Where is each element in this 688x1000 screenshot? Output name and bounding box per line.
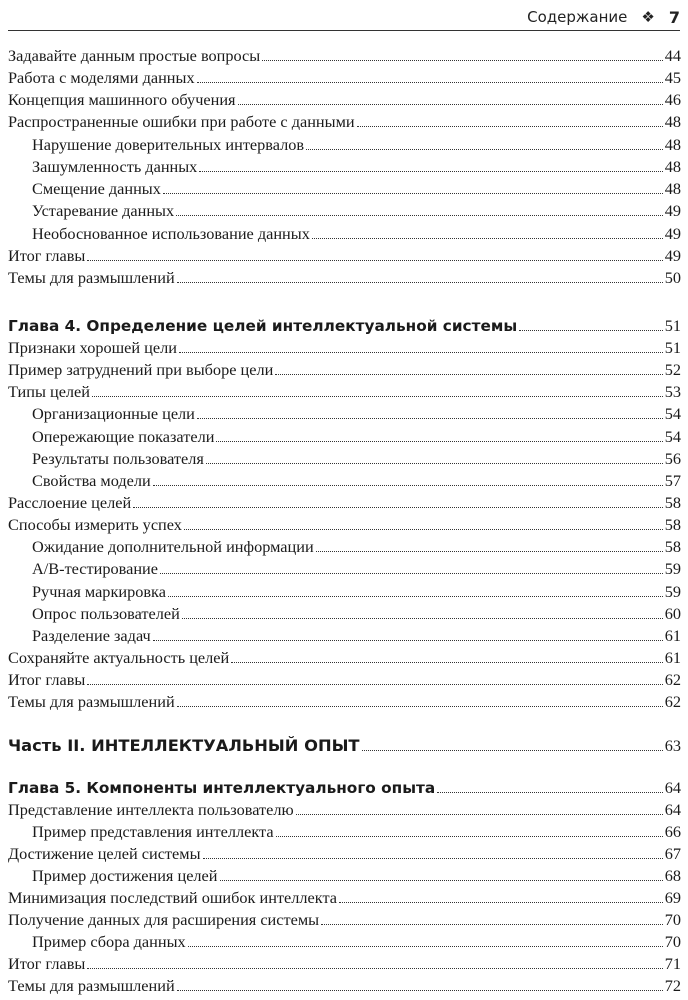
ornament-icon: ❖ bbox=[641, 8, 655, 26]
dot-leader bbox=[362, 750, 663, 751]
toc-entry bbox=[8, 798, 681, 820]
toc-entry bbox=[8, 820, 681, 842]
dot-leader bbox=[177, 282, 663, 283]
dot-leader bbox=[220, 880, 663, 881]
toc-entry bbox=[8, 177, 681, 199]
table-of-contents bbox=[8, 44, 681, 994]
toc-entry bbox=[8, 557, 681, 579]
toc-entry-page: 64 bbox=[664, 778, 681, 797]
toc-entry-page: 48 bbox=[664, 135, 681, 154]
dot-leader bbox=[133, 507, 663, 508]
toc-entry-page: 72 bbox=[664, 976, 681, 995]
toc-entry-title: Свойства модели bbox=[32, 471, 151, 490]
toc-entry-page: 46 bbox=[664, 90, 681, 109]
toc-entry-page: 60 bbox=[664, 604, 681, 623]
toc-entry-page: 66 bbox=[664, 822, 681, 841]
toc-entry-page: 58 bbox=[664, 493, 681, 512]
dot-leader bbox=[177, 706, 663, 707]
toc-entry-page: 49 bbox=[664, 201, 681, 220]
toc-entry-page: 61 bbox=[664, 626, 681, 645]
toc-entry bbox=[8, 425, 681, 447]
dot-leader bbox=[238, 104, 663, 105]
running-header bbox=[8, 4, 680, 31]
toc-entry-title: Темы для размышлений bbox=[8, 976, 175, 995]
toc-entry-title: Нарушение доверительных интервалов bbox=[32, 135, 305, 154]
toc-entry-title: Концепция машинного обучения bbox=[8, 90, 236, 109]
toc-entry-title: Сохраняйте актуальность целей bbox=[8, 648, 230, 667]
page-number: 7 bbox=[668, 7, 680, 27]
toc-entry-page: 57 bbox=[664, 471, 681, 490]
toc-entry-title: Глава 4. Определение целей интеллектуальной системы bbox=[8, 317, 518, 335]
dot-leader bbox=[206, 463, 663, 464]
toc-entry-title: Опережающие показатели bbox=[32, 427, 215, 446]
dot-leader bbox=[296, 814, 663, 815]
toc-entry bbox=[8, 668, 681, 690]
toc-entry-page: 44 bbox=[664, 46, 681, 65]
toc-part bbox=[8, 732, 681, 756]
toc-entry-title: Пример представления интеллекта bbox=[32, 822, 274, 841]
toc-entry bbox=[8, 244, 681, 266]
toc-entry-page: 59 bbox=[664, 559, 681, 578]
toc-entry-title: Организационные цели bbox=[32, 404, 195, 423]
toc-entry-page: 48 bbox=[664, 179, 681, 198]
dot-leader bbox=[437, 792, 662, 793]
dot-leader bbox=[339, 902, 663, 903]
dot-leader bbox=[316, 551, 663, 552]
toc-entry-page: 53 bbox=[664, 382, 681, 401]
toc-entry bbox=[8, 690, 681, 712]
toc-entry-page: 64 bbox=[664, 800, 681, 819]
toc-entry bbox=[8, 469, 681, 491]
dot-leader bbox=[312, 238, 663, 239]
dot-leader bbox=[182, 618, 663, 619]
toc-entry-title: Разделение задач bbox=[32, 626, 151, 645]
toc-entry bbox=[8, 646, 681, 668]
toc-entry-title: Пример достижения целей bbox=[32, 866, 218, 885]
toc-entry-page: 63 bbox=[664, 736, 681, 755]
dot-leader bbox=[321, 924, 663, 925]
toc-entry-page: 54 bbox=[664, 427, 681, 446]
dot-leader bbox=[199, 171, 662, 172]
dot-leader bbox=[163, 193, 663, 194]
dot-leader bbox=[87, 260, 662, 261]
toc-entry-title: Результаты пользователя bbox=[32, 449, 204, 468]
toc-entry-title: Устаревание данных bbox=[32, 201, 175, 220]
dot-leader bbox=[92, 396, 663, 397]
toc-entry bbox=[8, 602, 681, 624]
toc-entry bbox=[8, 199, 681, 221]
toc-entry-title: Минимизация последствий ошибок интеллекта bbox=[8, 888, 337, 907]
toc-entry-page: 62 bbox=[664, 670, 681, 689]
dot-leader bbox=[231, 662, 663, 663]
toc-entry-page: 48 bbox=[664, 157, 681, 176]
toc-entry bbox=[8, 266, 681, 288]
dot-leader bbox=[197, 82, 663, 83]
toc-entry-page: 51 bbox=[664, 338, 681, 357]
toc-entry bbox=[8, 624, 681, 646]
toc-chapter bbox=[8, 312, 681, 336]
toc-entry bbox=[8, 974, 681, 996]
toc-entry-title: Смещение данных bbox=[32, 179, 161, 198]
toc-entry-title: Опрос пользователей bbox=[32, 604, 180, 623]
toc-entry-page: 69 bbox=[664, 888, 681, 907]
toc-entry-title: Работа с моделями данных bbox=[8, 68, 195, 87]
toc-entry-title: Зашумленность данных bbox=[32, 157, 198, 176]
dot-leader bbox=[275, 374, 662, 375]
toc-entry-page: 58 bbox=[664, 515, 681, 534]
toc-entry bbox=[8, 491, 681, 513]
dot-leader bbox=[176, 215, 663, 216]
toc-entry-page: 67 bbox=[664, 844, 681, 863]
dot-leader bbox=[188, 946, 663, 947]
toc-entry-title: Итог главы bbox=[8, 954, 86, 973]
toc-entry-page: 56 bbox=[664, 449, 681, 468]
toc-entry bbox=[8, 908, 681, 930]
toc-entry bbox=[8, 66, 681, 88]
toc-entry bbox=[8, 513, 681, 535]
toc-entry-title: Темы для размышлений bbox=[8, 268, 175, 287]
toc-entry-title: Расслоение целей bbox=[8, 493, 132, 512]
toc-entry-page: 58 bbox=[664, 537, 681, 556]
dot-leader bbox=[203, 858, 663, 859]
toc-entry bbox=[8, 886, 681, 908]
toc-entry-title: Ожидание дополнительной информации bbox=[32, 537, 314, 556]
toc-entry-title: Распространенные ошибки при работе с данными bbox=[8, 112, 355, 131]
toc-entry-title: Необоснованное использование данных bbox=[32, 224, 310, 243]
toc-entry-page: 54 bbox=[664, 404, 681, 423]
dot-leader bbox=[184, 529, 663, 530]
dot-leader bbox=[519, 330, 663, 331]
toc-entry-title: Итог главы bbox=[8, 670, 86, 689]
toc-entry-title: Пример сбора данных bbox=[32, 932, 186, 951]
dot-leader bbox=[197, 418, 663, 419]
toc-entry-title: Получение данных для расширения системы bbox=[8, 910, 320, 929]
dot-leader bbox=[306, 149, 663, 150]
toc-entry bbox=[8, 88, 681, 110]
dot-leader bbox=[87, 968, 662, 969]
toc-entry bbox=[8, 864, 681, 886]
toc-entry-title: Ручная маркировка bbox=[32, 582, 166, 601]
toc-entry bbox=[8, 336, 681, 358]
toc-entry-title: Часть II. ИНТЕЛЛЕКТУАЛЬНЫЙ ОПЫТ bbox=[8, 736, 360, 755]
dot-leader bbox=[87, 684, 662, 685]
toc-entry-page: 49 bbox=[664, 224, 681, 243]
dot-leader bbox=[153, 485, 663, 486]
toc-entry-title: Задавайте данным простые вопросы bbox=[8, 46, 261, 65]
toc-entry-title: Достижение целей системы bbox=[8, 844, 201, 863]
toc-entry bbox=[8, 44, 681, 66]
dot-leader bbox=[357, 126, 663, 127]
dot-leader bbox=[177, 990, 663, 991]
toc-entry-page: 70 bbox=[664, 932, 681, 951]
toc-entry-page: 51 bbox=[664, 316, 681, 335]
toc-entry-page: 48 bbox=[664, 112, 681, 131]
dot-leader bbox=[276, 836, 663, 837]
toc-entry-title: Признаки хорошей цели bbox=[8, 338, 177, 357]
toc-entry-title: Типы целей bbox=[8, 382, 90, 401]
dot-leader bbox=[168, 596, 663, 597]
toc-entry-title: Представление интеллекта пользователю bbox=[8, 800, 294, 819]
toc-entry-page: 71 bbox=[664, 954, 681, 973]
dot-leader bbox=[216, 441, 662, 442]
dot-leader bbox=[262, 60, 662, 61]
toc-entry-page: 61 bbox=[664, 648, 681, 667]
toc-entry bbox=[8, 535, 681, 557]
toc-entry bbox=[8, 930, 681, 952]
toc-entry bbox=[8, 358, 681, 380]
toc-chapter bbox=[8, 774, 681, 798]
toc-entry bbox=[8, 222, 681, 244]
section-title: Содержание bbox=[527, 8, 628, 26]
toc-entry-title: Глава 5. Компоненты интеллектуального опыта bbox=[8, 779, 436, 797]
toc-entry bbox=[8, 402, 681, 424]
toc-entry bbox=[8, 952, 681, 974]
toc-entry bbox=[8, 447, 681, 469]
toc-entry-page: 49 bbox=[664, 246, 681, 265]
dot-leader bbox=[153, 640, 663, 641]
toc-entry-page: 52 bbox=[664, 360, 681, 379]
toc-entry-page: 45 bbox=[664, 68, 681, 87]
toc-entry-page: 50 bbox=[664, 268, 681, 287]
toc-entry bbox=[8, 133, 681, 155]
toc-entry-title: Способы измерить успех bbox=[8, 515, 182, 534]
toc-entry-title: A/B-тестирование bbox=[32, 559, 158, 578]
dot-leader bbox=[179, 352, 663, 353]
toc-entry-page: 70 bbox=[664, 910, 681, 929]
toc-entry-page: 59 bbox=[664, 582, 681, 601]
dot-leader bbox=[160, 573, 663, 574]
toc-entry-title: Итог главы bbox=[8, 246, 86, 265]
toc-entry-page: 68 bbox=[664, 866, 681, 885]
toc-entry bbox=[8, 110, 681, 132]
toc-entry bbox=[8, 380, 681, 402]
toc-entry bbox=[8, 155, 681, 177]
toc-entry bbox=[8, 580, 681, 602]
toc-entry bbox=[8, 842, 681, 864]
toc-entry-title: Темы для размышлений bbox=[8, 692, 175, 711]
toc-entry-page: 62 bbox=[664, 692, 681, 711]
toc-entry-title: Пример затруднений при выборе цели bbox=[8, 360, 274, 379]
